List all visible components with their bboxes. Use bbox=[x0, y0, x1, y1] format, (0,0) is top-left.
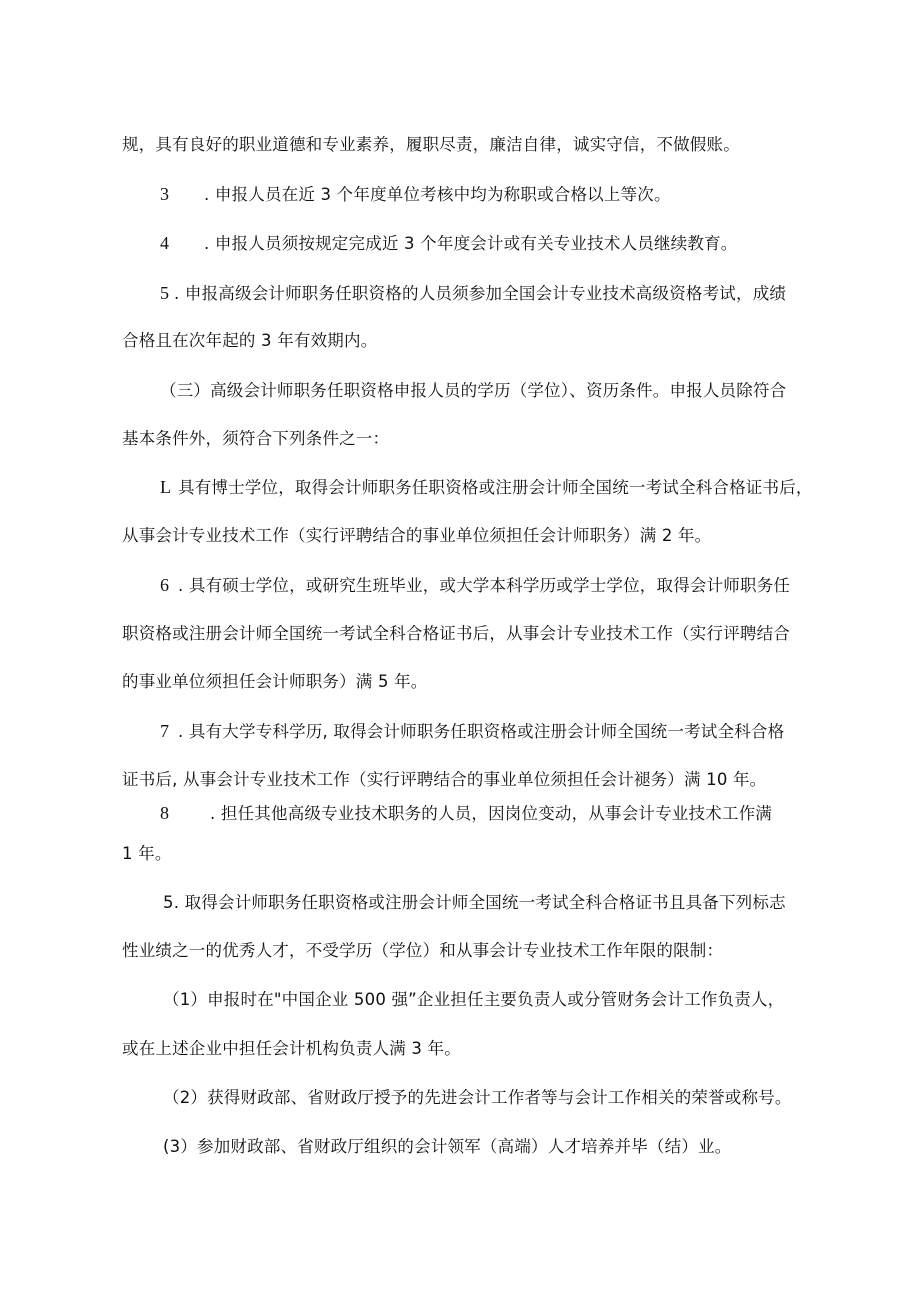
paragraph-line bbox=[160, 232, 737, 255]
paragraph-line bbox=[160, 574, 790, 597]
paragraph-line bbox=[160, 802, 772, 825]
item-number: 6 bbox=[160, 575, 170, 595]
paragraph-line: 性业绩之一的优秀人才，不受学历（学位）和从事会计专业技术工作年限的限制： bbox=[122, 941, 724, 960]
item-number: 4 bbox=[160, 233, 170, 253]
item-text: . 具有大学专科学历, 取得会计师职务任职资格或注册会计师全国统一考试全科合格 bbox=[178, 722, 785, 741]
paragraph-line: （2）获得财政部、省财政厅授予的先进会计工作者等与会计工作相关的荣誉或称号。 bbox=[163, 1088, 792, 1107]
paragraph-line: 职资格或注册会计师全国统一考试全科合格证书后，从事会计专业技术工作（实行评聘结合 bbox=[122, 624, 790, 643]
item-text: . 申报人员须按规定完成近 3 个年度会计或有关专业技术人员继续教育。 bbox=[204, 234, 738, 253]
paragraph-line bbox=[160, 476, 813, 499]
paragraph-line: （三）高级会计师职务任职资格申报人员的学历（学位）、资历条件。申报人员除符合 bbox=[160, 381, 787, 400]
item-text: 具有博士学位，取得会计师职务任职资格或注册会计师全国统一考试全科合格证书后， bbox=[178, 478, 813, 497]
item-text: . 申报高级会计师职务任职资格的人员须参加全国会计专业技术高级资格考试，成绩 bbox=[174, 284, 787, 303]
paragraph-line: （1）申报时在"中国企业 500 强”企业担任主要负责人或分管财务会计工作负责人， bbox=[163, 990, 785, 1009]
paragraph-line: 的事业单位须担任会计师职务）满 5 年。 bbox=[122, 672, 428, 691]
paragraph-line: 基本条件外，须符合下列条件之一： bbox=[122, 429, 390, 448]
item-text: . 申报人员在近 3 个年度单位考核中均为称职或合格以上等次。 bbox=[204, 185, 671, 204]
paragraph-line: 证书后, 从事会计专业技术工作（实行评聘结合的事业单位须担任会计褪务）满 10 年。 bbox=[122, 770, 767, 789]
item-text: . 担任其他高级专业技术职务的人员，因岗位变动，从事会计专业技术工作满 bbox=[210, 804, 772, 823]
paragraph-line: 或在上述企业中担任会计机构负责人满 3 年。 bbox=[122, 1039, 461, 1058]
paragraph-line: 从事会计专业技术工作（实行评聘结合的事业单位须担任会计师职务）满 2 年。 bbox=[122, 526, 712, 545]
paragraph-line: 5. 取得会计师职务任职资格或注册会计师全国统一考试全科合格证书且具备下列标志 bbox=[163, 893, 786, 912]
paragraph-line: 合格且在次年起的 3 年有效期内。 bbox=[122, 331, 378, 350]
paragraph-line bbox=[160, 720, 784, 743]
item-number: 3 bbox=[160, 184, 170, 204]
paragraph-line bbox=[160, 282, 786, 305]
paragraph-line: 1 年。 bbox=[122, 844, 172, 863]
paragraph-line: (3）参加财政部、省财政厅组织的会计领军（高端）人才培养并毕（结）业。 bbox=[163, 1137, 732, 1156]
paragraph-line: 规，具有良好的职业道德和专业素养，履职尽责，廉洁自律，诚实守信，不做假账。 bbox=[122, 135, 740, 154]
paragraph-line bbox=[160, 183, 671, 206]
item-number: L bbox=[160, 477, 172, 497]
item-number: 5 bbox=[160, 283, 170, 303]
item-number: 7 bbox=[160, 721, 170, 741]
item-text: . 具有硕士学位，或研究生班毕业，或大学本科学历或学士学位，取得会计师职务任 bbox=[178, 576, 791, 595]
item-number: 8 bbox=[160, 803, 170, 823]
